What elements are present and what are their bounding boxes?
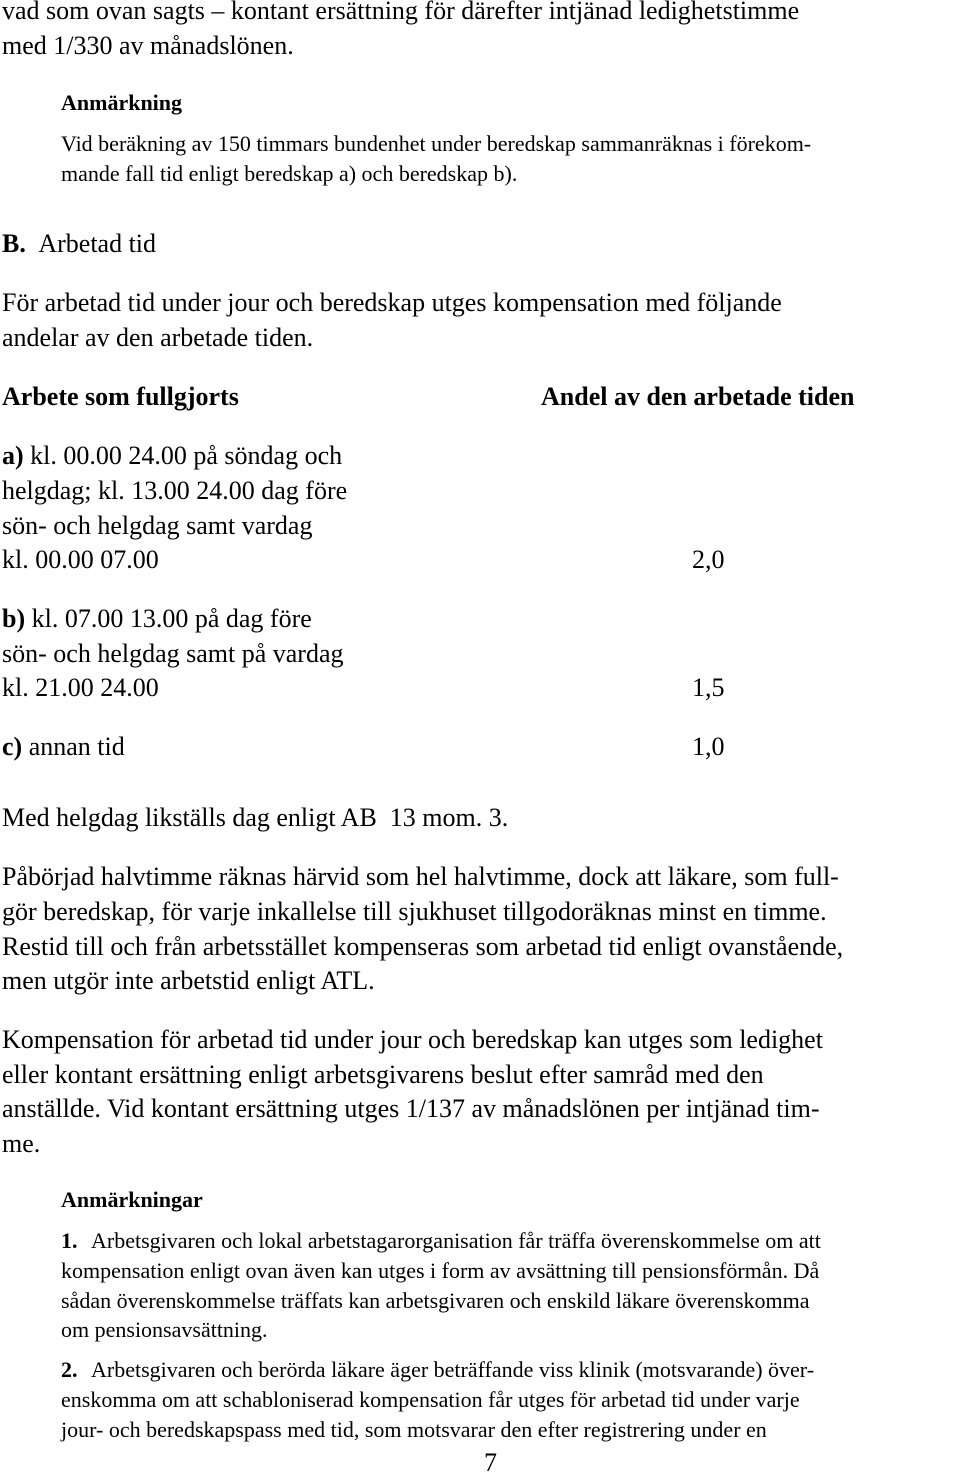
notes-item-2-line-3: jour- och beredskapspass med tid, som motsvarar den efter registrering under en: [61, 1417, 767, 1442]
notes-item-2-line-1: [61, 1355, 814, 1385]
notes-item-1-line-2: kompensation enligt ovan även kan utges i form av avsättning till pensionsförmån. Då: [61, 1258, 820, 1283]
notes-item-1-line-4: om pensionsavsättning.: [61, 1317, 268, 1342]
intro-line-2: med 1/330 av månadslönen.: [2, 31, 294, 60]
para2-line-4: me.: [2, 1129, 41, 1158]
row-letter: b): [2, 604, 26, 633]
para2-line-3: anställde. Vid kontant ersättning utges 1/137 av månadslönen per intjänad tim-: [2, 1094, 820, 1123]
table-row-a-value: 2,0: [692, 545, 725, 574]
note-text: Arbetsgivaren och berörda läkare äger beträffande viss klinik (motsvarande) över-: [91, 1357, 815, 1382]
section-b-marker: B.: [2, 229, 26, 258]
note-number: 1.: [61, 1228, 78, 1253]
row-text: annan tid: [28, 732, 125, 761]
note-text: Arbetsgivaren och lokal arbetstagarorganisation får träffa överenskommelse om att: [91, 1228, 821, 1253]
para2-line-1: Kompensation för arbetad tid under jour och beredskap kan utges som ledighet: [2, 1025, 823, 1054]
table-row-a-line-1: [2, 439, 342, 473]
section-b-heading: [2, 227, 156, 261]
notes-heading: Anmärkningar: [61, 1187, 203, 1212]
table-row-b-line-2: sön- och helgdag samt på vardag: [2, 639, 344, 668]
table-row-c-line-1: [2, 730, 125, 764]
table-row-a-line-3: sön- och helgdag samt vardag: [2, 511, 313, 540]
para2-line-2: eller kontant ersättning enligt arbetsgivarens beslut efter samråd med den: [2, 1060, 764, 1089]
row-letter: a): [2, 441, 24, 470]
table-header-left: Arbete som fullgjorts: [2, 382, 239, 411]
row-letter: c): [2, 732, 23, 761]
intro-line-1: vad som ovan sagts – kontant ersättning för därefter intjänad ledighetstimme: [2, 0, 800, 25]
section-b-line-2: andelar av den arbetade tiden.: [2, 323, 314, 352]
page-number: 7: [484, 1448, 497, 1477]
section-b-line-1: För arbetad tid under jour och beredskap utges kompensation med följande: [2, 288, 782, 317]
note-number: 2.: [61, 1357, 78, 1382]
notes-item-1-line-3: sådan överenskommelse träffats kan arbetsgivaren och enskild läkare överenskomma: [61, 1288, 810, 1313]
row-text: kl. 07.00 13.00 på dag före: [31, 604, 312, 633]
para1-line-3: Restid till och från arbetsstället kompenseras som arbetad tid enligt ovanstående,: [2, 932, 844, 961]
table-row-b-line-1: [2, 602, 312, 636]
para1-line-4: men utgör inte arbetstid enligt ATL.: [2, 966, 375, 995]
note-heading: Anmärkning: [61, 90, 183, 115]
table-row-b-value: 1,5: [692, 673, 725, 702]
helgdag-note: Med helgdag likställs dag enligt AB 13 mom. 3.: [2, 803, 509, 832]
table-row-a-line-4: kl. 00.00 07.00: [2, 545, 159, 574]
table-row-c-value: 1,0: [692, 732, 725, 761]
notes-item-2-line-2: enskomma om att schabloniserad kompensation får utges för arbetad tid under varje: [61, 1387, 800, 1412]
para1-line-1: Påbörjad halvtimme räknas härvid som hel halvtimme, dock att läkare, som full-: [2, 862, 839, 891]
note-line-1: Vid beräkning av 150 timmars bundenhet under beredskap sammanräknas i förekom-: [61, 131, 812, 156]
table-header-right: Andel av den arbetade tiden: [541, 382, 855, 411]
note-line-2: mande fall tid enligt beredskap a) och beredskap b).: [61, 161, 518, 186]
para1-line-2: gör beredskap, för varje inkallelse till sjukhuset tillgodoräknas minst en timme.: [2, 897, 827, 926]
table-row-a-line-2: helgdag; kl. 13.00 24.00 dag före: [2, 476, 348, 505]
table-row-b-line-3: kl. 21.00 24.00: [2, 673, 159, 702]
section-b-title: Arbetad tid: [38, 229, 157, 258]
row-text: kl. 00.00 24.00 på söndag och: [30, 441, 343, 470]
notes-item-1-line-1: [61, 1226, 821, 1256]
